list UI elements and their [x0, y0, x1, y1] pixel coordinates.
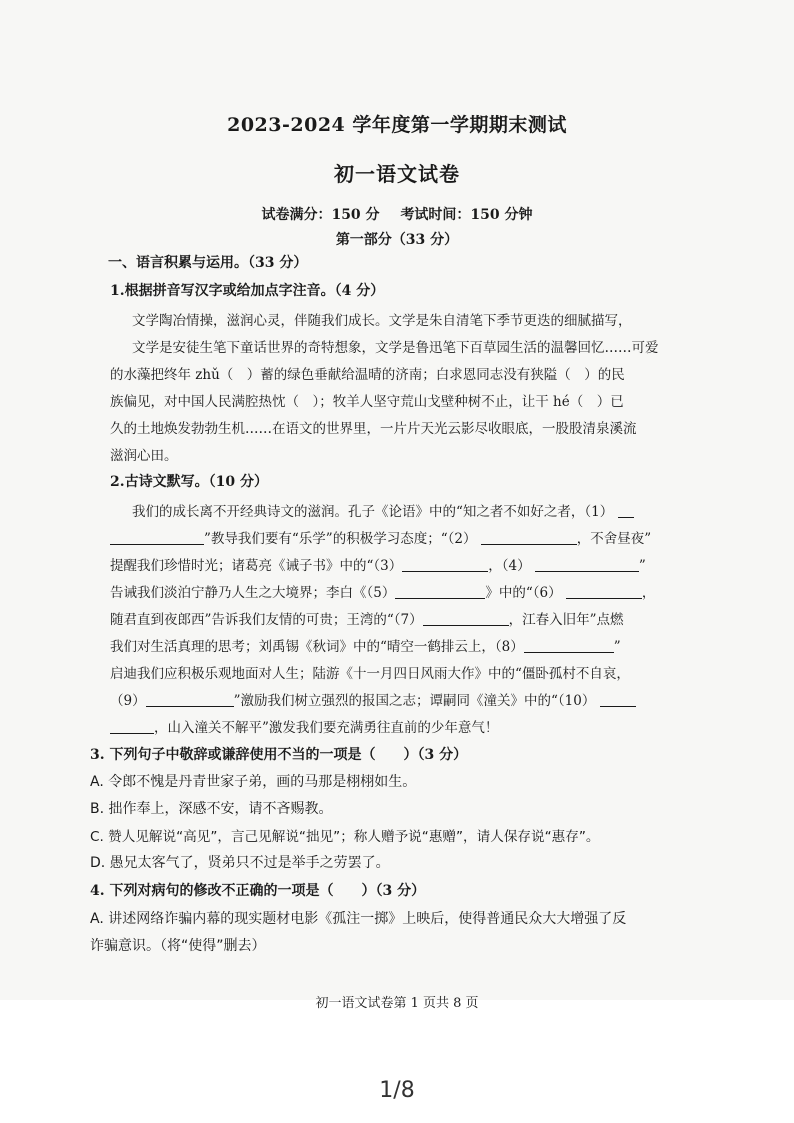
- q2-text: ”: [638, 558, 646, 574]
- q4-title: 4. 下列对病句的修改不正确的一项是（ ）（3 分）: [90, 883, 426, 899]
- q4-option-a: A. 讲述网络诈骗内幕的现实题材电影《孤注一掷》上映后，使得普通民众大大增强了反: [90, 911, 627, 927]
- part-title: 第一部分（33 分）: [335, 232, 459, 248]
- q2-text: ，江春入旧年”点燃: [508, 612, 624, 628]
- answer-blank[interactable]: [110, 719, 154, 734]
- exam-subtitle: 初一语文试卷: [334, 162, 460, 186]
- q2-line: [110, 689, 636, 709]
- answer-blank[interactable]: [423, 611, 509, 626]
- q2-text: 我们对生活真理的思考；刘禹锡《秋词》中的“晴空一鹤排云上，（8）: [110, 639, 524, 655]
- q2-line: [110, 527, 651, 547]
- section-title: 一、语言积累与运用。（33 分）: [108, 255, 308, 271]
- q3-title: 3. 下列句子中敬辞或谦辞使用不当的一项是（ ）（3 分）: [90, 747, 468, 763]
- q1-line: 文学是安徒生笔下童话世界的奇特想象，文学是鲁迅笔下百草园生活的温馨回忆……可爱: [132, 340, 659, 356]
- answer-blank[interactable]: [110, 530, 204, 545]
- q3-option-b: B. 拙作奉上，深感不安，请不吝赐教。: [90, 801, 333, 817]
- q1-line: 久的土地焕发勃勃生机……在语文的世界里，一片片天光云影尽收眼底，一股股清泉溪流: [110, 421, 637, 437]
- exam-info: [0, 204, 794, 224]
- q2-text: 我们的成长离不开经典诗文的滋润。孔子《论语》中的“知之者不如好之者，（1）: [132, 504, 614, 520]
- answer-blank[interactable]: [600, 692, 636, 707]
- q3-option-a: A. 令郎不愧是丹青世家子弟，画的马那是栩栩如生。: [90, 774, 417, 790]
- q3-option-c: C. 赞人见解说“高见”，言己见解说“拙见”；称人赠予说“惠赠”，请人保存说“惠存”。: [90, 829, 600, 845]
- q4-option-a-cont: 诈骗意识。（将“使得”删去）: [90, 938, 266, 954]
- q2-line: [110, 716, 498, 736]
- exam-title: 2023-2024 学年度第一学期期末测试: [227, 114, 567, 136]
- answer-blank[interactable]: [146, 692, 234, 707]
- q1-line: 文学陶冶情操，滋润心灵，伴随我们成长。文学是朱自清笔下季节更迭的细腻描写，: [132, 313, 632, 329]
- q2-text: ”教导我们要有“乐学”的积极学习态度；“（2）: [204, 531, 477, 547]
- answer-blank[interactable]: [481, 530, 577, 545]
- page-indicator: 1/8: [379, 1078, 415, 1103]
- q2-title: 2.古诗文默写。（10 分）: [110, 474, 268, 490]
- q2-text: ，（4）: [488, 558, 531, 574]
- answer-blank[interactable]: [535, 557, 639, 572]
- q2-text: ，: [641, 585, 656, 601]
- q2-line: [110, 581, 655, 601]
- q2-text: ，不舍昼夜”: [576, 531, 652, 547]
- full-score: 试卷满分：150 分: [261, 207, 380, 223]
- q2-line: [110, 608, 624, 628]
- answer-blank[interactable]: [395, 584, 485, 599]
- page-footer: 初一语文试卷第 1 页共 8 页: [315, 996, 479, 1011]
- answer-blank[interactable]: [524, 638, 614, 653]
- q2-text: （9）: [110, 693, 146, 709]
- exam-time: 考试时间：150 分钟: [400, 207, 533, 223]
- q1-line: 滋润心田。: [110, 448, 178, 464]
- q1-title: 1.根据拼音写汉字或给加点字注音。（4 分）: [110, 283, 385, 299]
- q2-text: ”: [613, 639, 621, 655]
- q1-line: 族偏见，对中国人民满腔热忱（ ）；牧羊人坚守荒山戈壁种树不止，让干 hé（ ）已: [110, 394, 624, 410]
- q2-text: 随君直到夜郎西”告诉我们友情的可贵；王湾的“（7）: [110, 612, 423, 628]
- q3-option-d: D. 愚兄太客气了，贤弟只不过是举手之劳罢了。: [90, 855, 390, 871]
- q2-text: ，山入潼关不解平”激发我们要充满勇往直前的少年意气！: [154, 720, 499, 736]
- q2-text: 提醒我们珍惜时光；诸葛亮《诫子书》中的“（3）: [110, 558, 403, 574]
- answer-blank[interactable]: [618, 503, 634, 518]
- q2-line: [110, 635, 621, 655]
- q1-line: 的水藻把终年 zhǔ（ ）蓄的绿色垂献给温晴的济南；白求恩同志没有狭隘（ ）的民: [110, 367, 625, 383]
- q2-line: [132, 500, 634, 520]
- answer-blank[interactable]: [566, 584, 642, 599]
- q2-text: 告诫我们淡泊宁静乃人生之大境界；李白《（5）: [110, 585, 396, 601]
- q2-text: ”激励我们树立强烈的报国之志；谭嗣同《潼关》中的“（10）: [233, 693, 596, 709]
- q2-text: 》中的“（6）: [485, 585, 562, 601]
- q2-line: 启迪我们应积极乐观地面对人生；陆游《十一月四日风雨大作》中的“僵卧孤村不自哀，: [110, 666, 630, 682]
- answer-blank[interactable]: [402, 557, 488, 572]
- q2-line: [110, 554, 646, 574]
